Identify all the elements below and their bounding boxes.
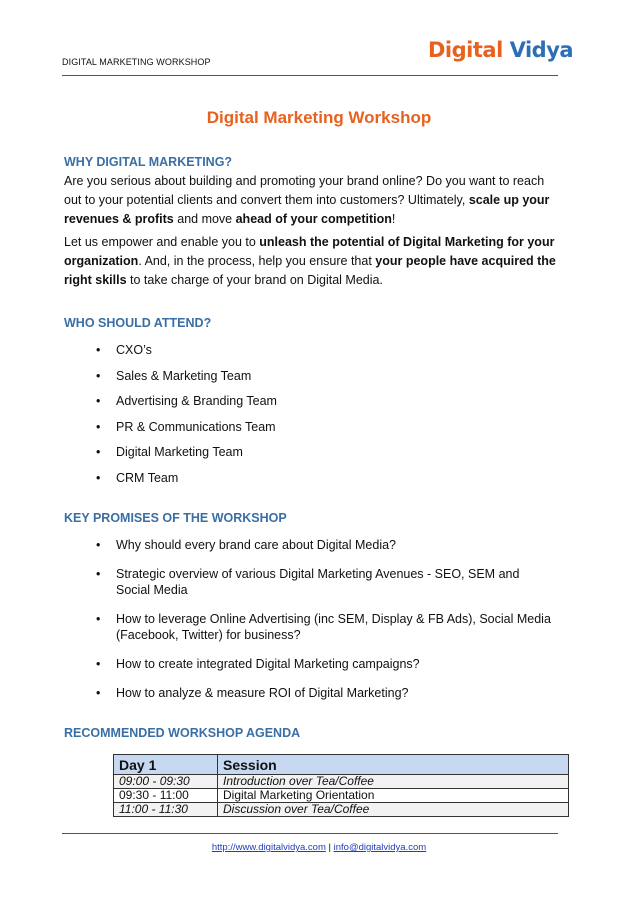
footer-separator: | <box>328 842 331 853</box>
agenda-table <box>113 754 569 817</box>
email-link[interactable]: info@digitalvidya.com <box>333 842 427 853</box>
list-item: • Advertising & Branding Team <box>96 393 556 409</box>
column-header-day: Day 1 <box>114 755 218 775</box>
promises-list <box>96 537 556 701</box>
list-item: • CXO’s <box>96 342 556 358</box>
list-item: • Why should every brand care about Digital Media? <box>96 537 556 553</box>
list-item: • CRM Team <box>96 470 556 486</box>
agenda-heading: RECOMMENDED WORKSHOP AGENDA <box>64 726 301 740</box>
page-title: Digital Marketing Workshop <box>206 108 432 127</box>
table-cell-session: Digital Marketing Orientation <box>218 789 569 803</box>
column-header-session: Session <box>218 755 569 775</box>
list-item: • How to analyze & measure ROI of Digital Marketing? <box>96 685 556 701</box>
footer <box>0 842 638 853</box>
who-list <box>96 342 556 486</box>
table-cell-session: Discussion over Tea/Coffee <box>218 803 569 817</box>
footer-divider <box>62 833 558 834</box>
why-paragraph-1: Are you serious about building and promoting your brand online? Do you want to reach out to your potential clients and convert them into customers? Ultimately, scale up your revenues & profits and move ahead of your competition! <box>64 174 550 226</box>
table-cell-time: 09:00 - 09:30 <box>114 775 218 789</box>
list-item: • Strategic overview of various Digital Marketing Avenues - SEO, SEM and Social Media <box>96 566 556 598</box>
list-item: • How to leverage Online Advertising (inc SEM, Display & FB Ads), Social Media (Facebook, Twitter) for business? <box>96 611 556 643</box>
list-item: • How to create integrated Digital Marketing campaigns? <box>96 656 556 672</box>
why-paragraph-2: Let us empower and enable you to unleash the potential of Digital Marketing for your organization. And, in the process, help you ensure that your people have acquired the right skills to take charge of your brand on Digital Media. <box>64 235 556 287</box>
digital-vidya-logo: Digital Vidya <box>428 38 574 62</box>
table-cell-session: Introduction over Tea/Coffee <box>218 775 569 789</box>
list-item: • Sales & Marketing Team <box>96 368 556 384</box>
table-cell-time: 09:30 - 11:00 <box>114 789 218 803</box>
table-header-row <box>114 755 569 775</box>
table-row <box>114 789 569 803</box>
header-divider <box>62 75 558 76</box>
list-item: • Digital Marketing Team <box>96 444 556 460</box>
website-link[interactable]: http://www.digitalvidya.com <box>211 842 326 853</box>
why-heading: WHY DIGITAL MARKETING? <box>64 155 233 169</box>
table-row <box>114 803 569 817</box>
list-item: • PR & Communications Team <box>96 419 556 435</box>
header-label: DIGITAL MARKETING WORKSHOP <box>62 57 211 67</box>
promises-heading: KEY PROMISES OF THE WORKSHOP <box>64 511 287 525</box>
table-cell-time: 11:00 - 11:30 <box>114 803 218 817</box>
who-heading: WHO SHOULD ATTEND? <box>64 316 212 330</box>
table-row <box>114 775 569 789</box>
